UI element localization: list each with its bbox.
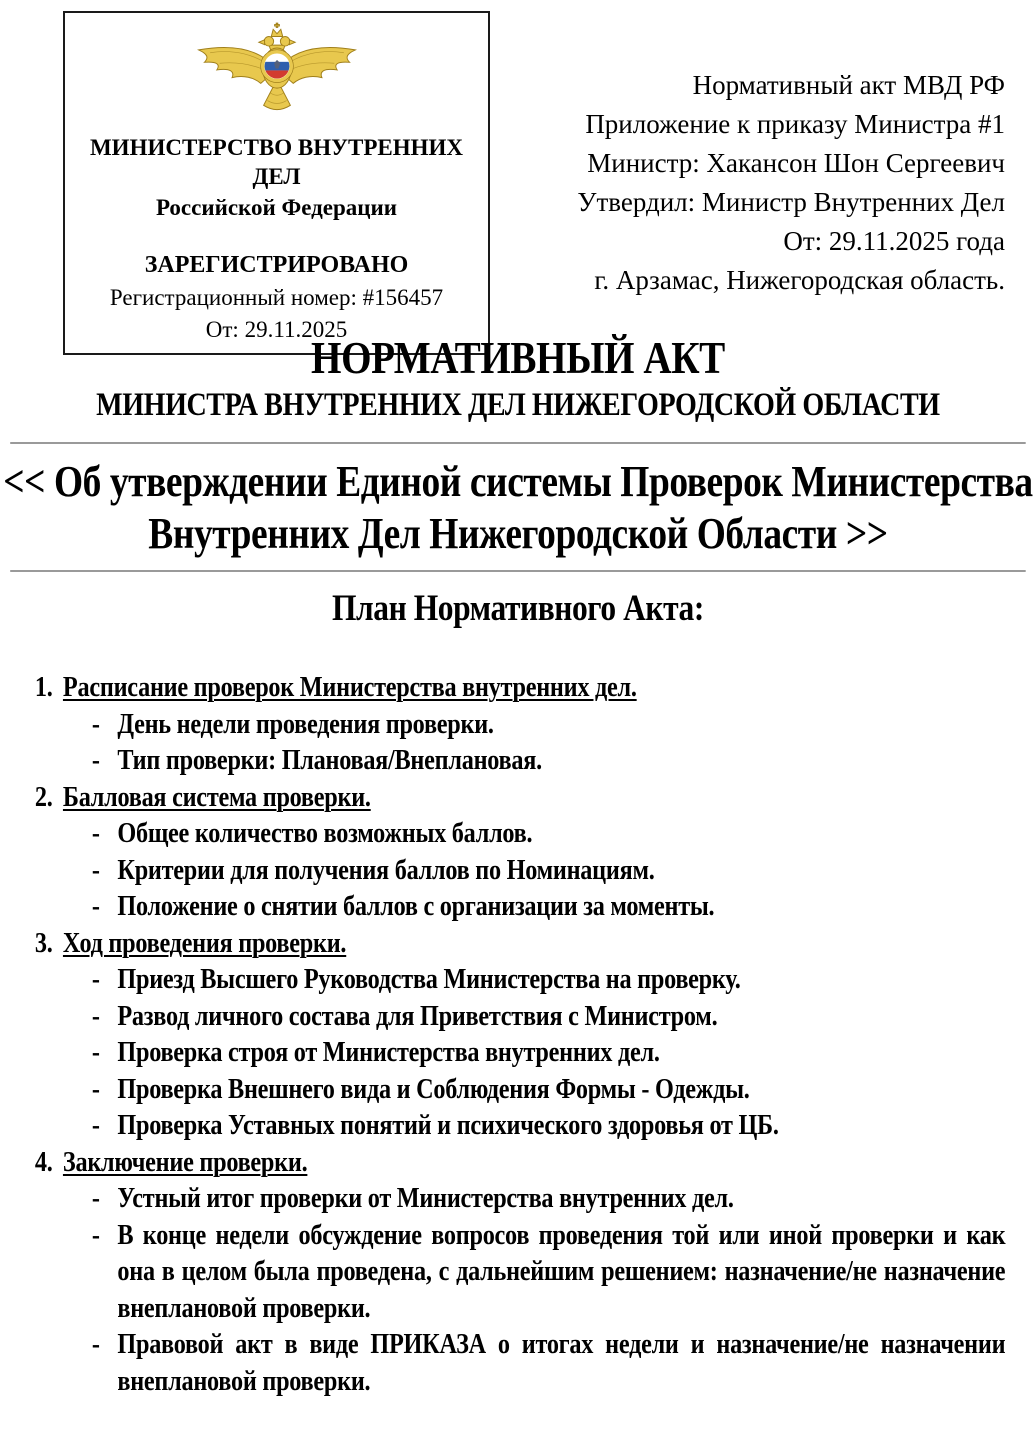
sub-item-text: Положение о снятии баллов с организации за моменты. bbox=[117, 891, 715, 922]
plan-sub-item bbox=[92, 999, 1005, 1036]
section-title: Балловая система проверки. bbox=[62, 781, 371, 813]
plan-sub-item bbox=[92, 889, 1005, 926]
divider-line bbox=[10, 442, 1025, 444]
plan-sub-item bbox=[92, 962, 1005, 999]
document-title: НОРМАТИВНЫЙ АКТ bbox=[311, 332, 725, 383]
dash-marker: - bbox=[91, 1219, 100, 1251]
sub-item-text: Общее количество возможных баллов. bbox=[117, 818, 533, 849]
dash-marker: - bbox=[91, 964, 100, 995]
registration-date: От: 29.11.2025 bbox=[205, 317, 348, 342]
section-title-line bbox=[35, 1145, 1005, 1182]
subject-line: Внутренних Дел Нижегородской Области >> bbox=[148, 509, 888, 558]
section-number: 3. bbox=[34, 927, 53, 959]
plan-sub-item bbox=[92, 1072, 1005, 1109]
dash-marker: - bbox=[91, 1073, 100, 1105]
dash-marker: - bbox=[91, 1037, 100, 1068]
section-title-line bbox=[35, 926, 1005, 963]
plan-sub-item bbox=[92, 816, 1005, 853]
document-subtitle: МИНИСТРА ВНУТРЕННИХ ДЕЛ НИЖЕГОРОДСКОЙ ОБЛАСТИ bbox=[96, 387, 940, 423]
section-title: Ход проведения проверки. bbox=[62, 927, 347, 959]
sub-item-text: Критерии для получения баллов по Номинациям. bbox=[117, 854, 655, 886]
approval-line: Нормативный акт МВД РФ bbox=[692, 70, 1005, 100]
dash-marker: - bbox=[91, 1329, 100, 1360]
plan-list bbox=[35, 670, 1005, 1400]
sub-item-text: Проверка Уставных понятий и психического здоровья от ЦБ. bbox=[117, 1110, 779, 1141]
plan-sub-item bbox=[92, 1218, 1005, 1328]
ministry-name: МИНИСТЕРСТВО ВНУТРЕННИХ ДЕЛ bbox=[89, 135, 464, 189]
plan-section bbox=[35, 926, 1005, 1145]
plan-sub-item bbox=[92, 1035, 1005, 1072]
section-title: Расписание проверок Министерства внутренних дел. bbox=[62, 672, 637, 703]
plan-sub-item bbox=[92, 1108, 1005, 1145]
approval-line: Министр: Хакансон Шон Сергеевич bbox=[587, 148, 1005, 178]
plan-section bbox=[35, 670, 1005, 780]
plan-section bbox=[35, 780, 1005, 926]
sub-item-text: Приезд Высшего Руководства Министерства на проверку. bbox=[117, 964, 741, 995]
registration-number: Регистрационный номер: #156457 bbox=[109, 285, 444, 310]
sub-item-text: День недели проведения проверки. bbox=[117, 708, 494, 740]
section-number: 2. bbox=[34, 781, 53, 813]
sub-item-text: Развод личного состава для Приветствия с Министром. bbox=[117, 1000, 718, 1032]
sub-item-text: Проверка строя от Министерства внутренних дел. bbox=[117, 1037, 660, 1068]
subject-line: << Об утверждении Единой системы Проверок Министерства bbox=[3, 457, 1033, 506]
dash-marker: - bbox=[91, 818, 100, 849]
section-number: 1. bbox=[34, 672, 53, 703]
ministry-country: Российской Федерации bbox=[155, 195, 398, 220]
divider-line bbox=[10, 570, 1025, 572]
sub-item-text: Правовой акт в виде ПРИКАЗА о итогах недели и назначение/не назначении внеплановой проверки. bbox=[117, 1329, 1006, 1397]
plan-sub-item bbox=[92, 1181, 1005, 1218]
approval-line: г. Арзамас, Нижегородская область. bbox=[594, 265, 1005, 295]
document-subject bbox=[0, 456, 1036, 560]
approval-line: От: 29.11.2025 года bbox=[783, 226, 1005, 256]
approval-line: Утвердил: Министр Внутренних Дел bbox=[577, 187, 1005, 217]
section-title: Заключение проверки. bbox=[62, 1146, 308, 1178]
approval-line: Приложение к приказу Министра #1 bbox=[585, 109, 1005, 139]
sub-item-text: В конце недели обсуждение вопросов проведения той или иной проверки и как она в целом была проведена, с дальнейшим решением: назначение/не назначение внеплановой проверки. bbox=[117, 1219, 1006, 1324]
dash-marker: - bbox=[91, 1000, 100, 1032]
plan-sub-item bbox=[92, 1327, 1005, 1400]
dash-marker: - bbox=[91, 1183, 100, 1214]
sub-item-text: Тип проверки: Плановая/Внеплановая. bbox=[117, 745, 542, 776]
dash-marker: - bbox=[91, 891, 100, 922]
section-title-line bbox=[35, 670, 1005, 707]
registered-label: ЗАРЕГИСТРИРОВАНО bbox=[144, 252, 409, 278]
sub-item-text: Проверка Внешнего вида и Соблюдения Формы - Одежды. bbox=[117, 1073, 750, 1105]
plan-sub-item bbox=[92, 707, 1005, 744]
dash-marker: - bbox=[91, 1110, 100, 1141]
plan-sub-item bbox=[92, 743, 1005, 780]
plan-sub-item bbox=[92, 853, 1005, 890]
dash-marker: - bbox=[91, 854, 100, 886]
plan-heading: План Нормативного Акта: bbox=[331, 588, 704, 629]
dash-marker: - bbox=[91, 745, 100, 776]
plan-section bbox=[35, 1145, 1005, 1401]
sub-item-text: Устный итог проверки от Министерства внутренних дел. bbox=[117, 1183, 734, 1214]
section-number: 4. bbox=[34, 1146, 53, 1178]
section-title-line bbox=[35, 780, 1005, 817]
dash-marker: - bbox=[91, 708, 100, 740]
